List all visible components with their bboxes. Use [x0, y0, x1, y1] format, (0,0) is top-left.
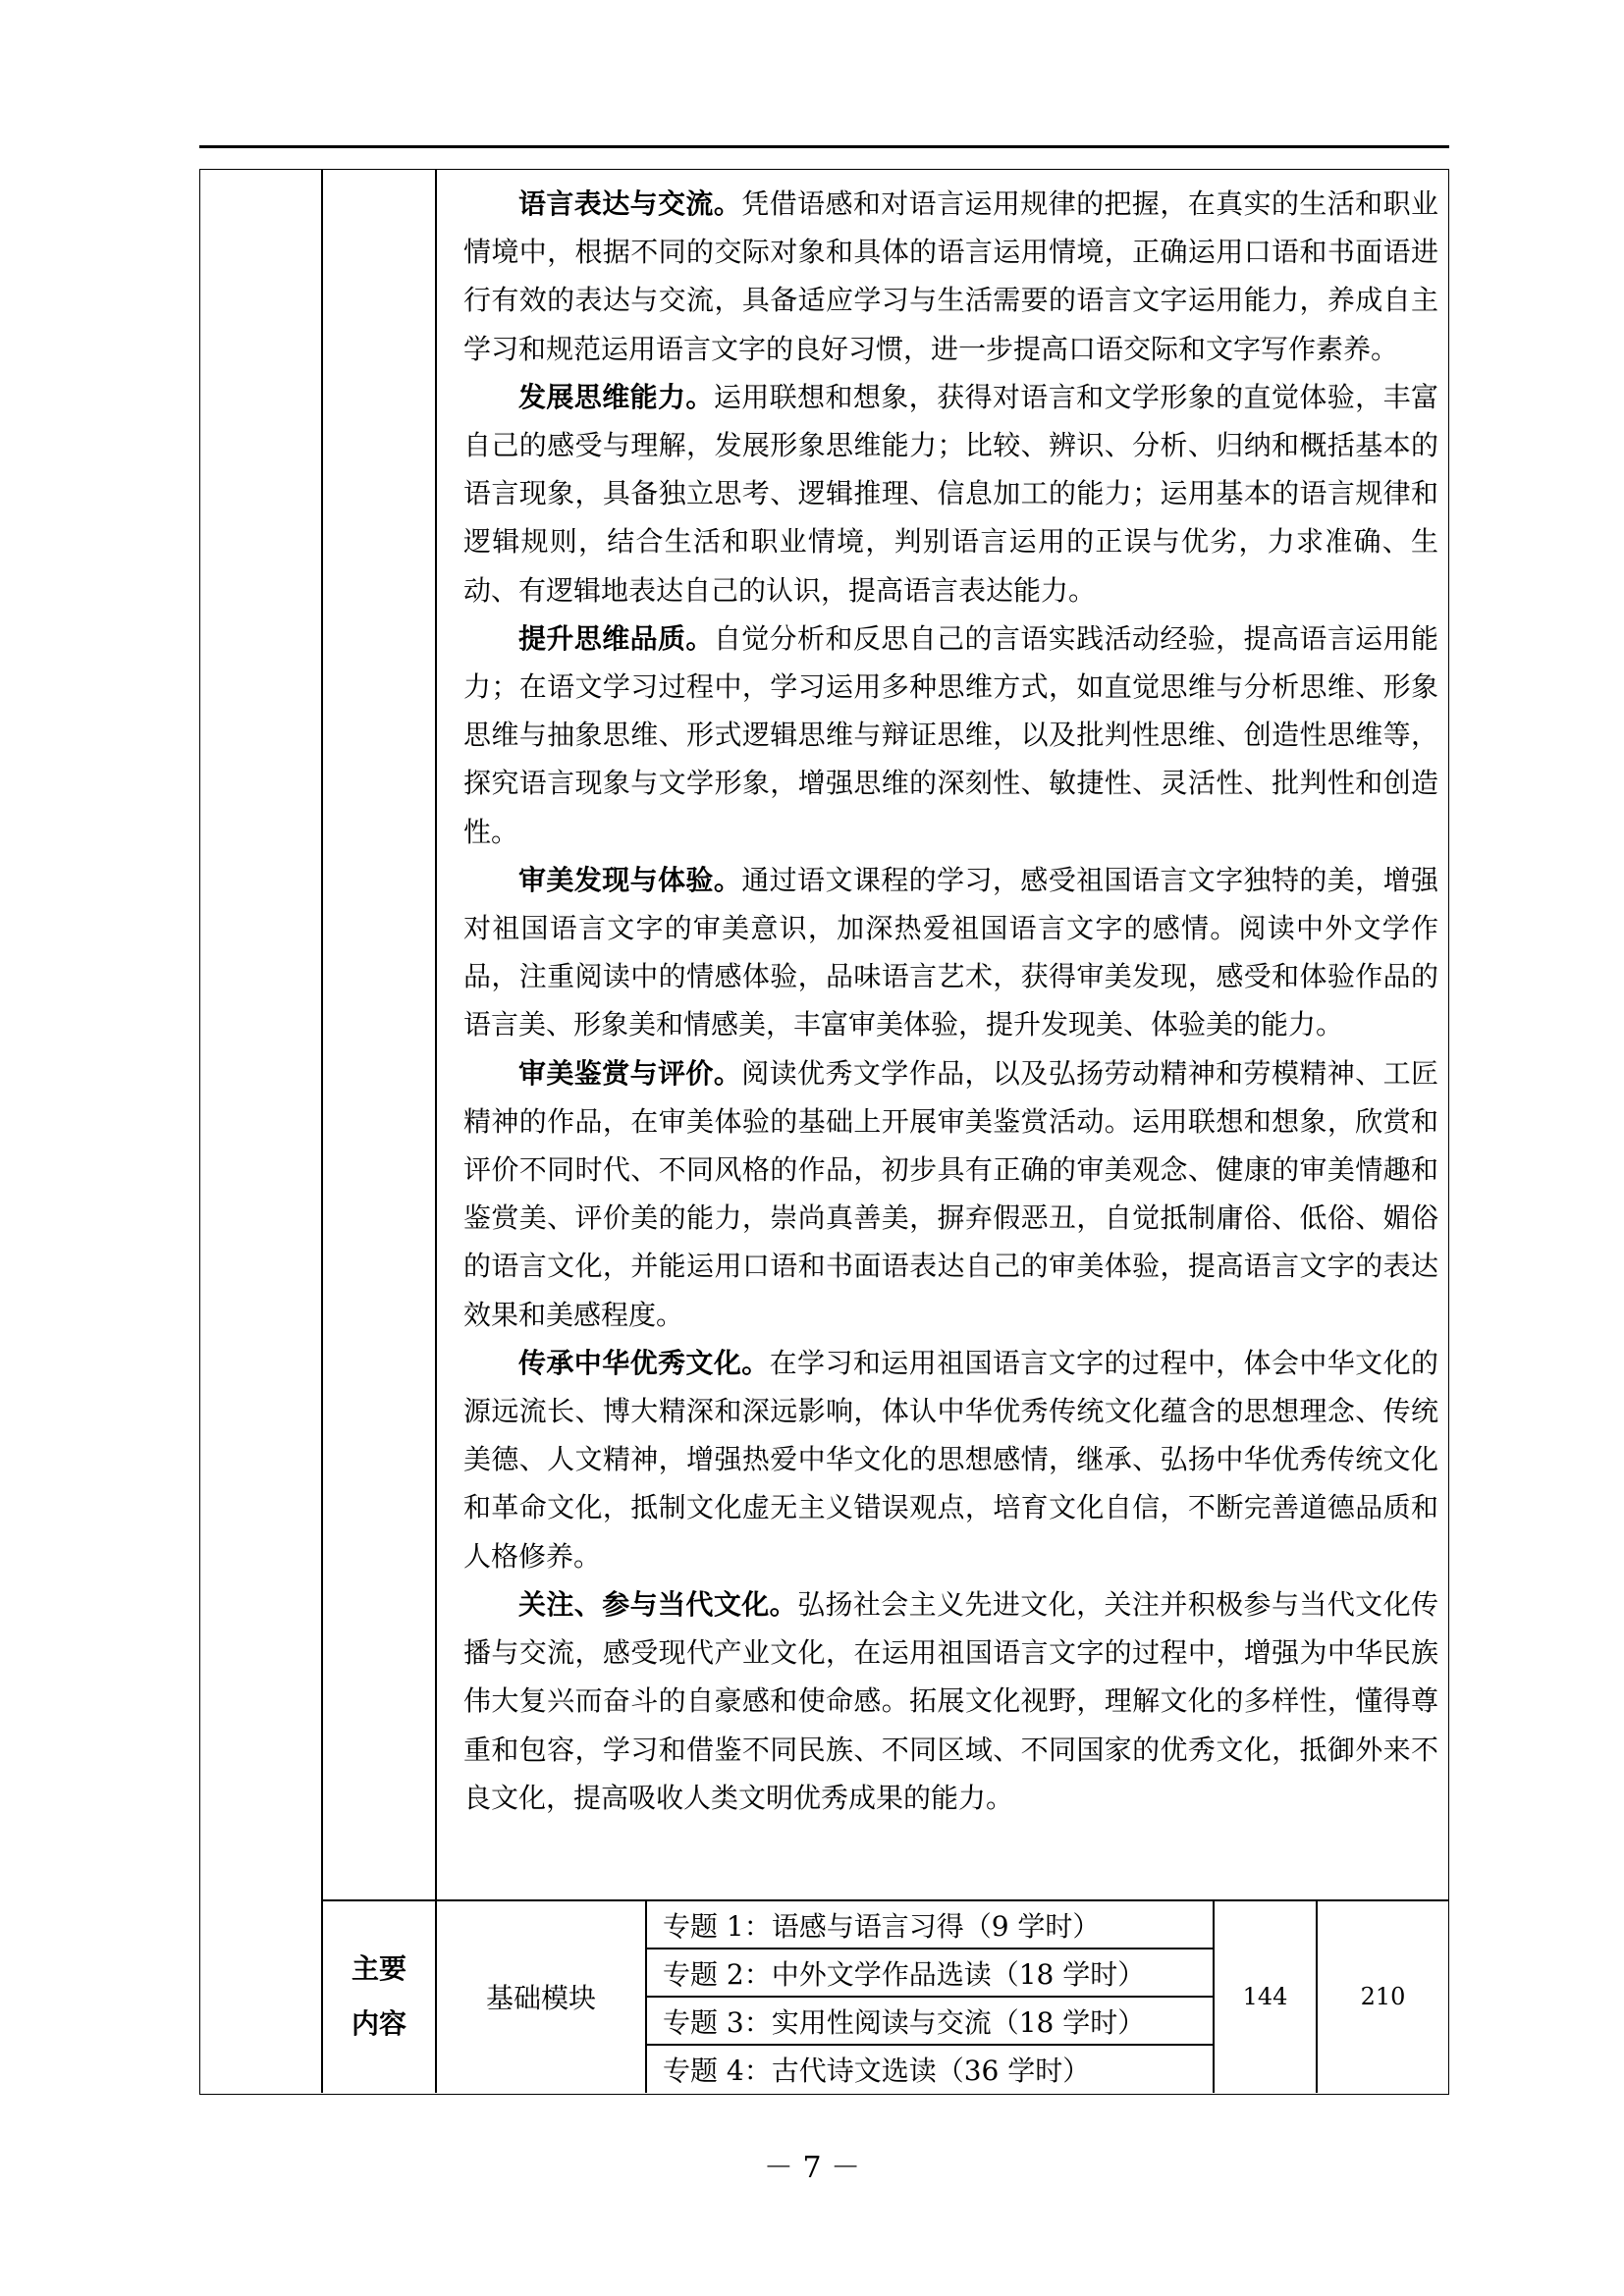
topic-3: 专题 3：实用性阅读与交流（18 学时） — [663, 2005, 1146, 2039]
paragraph-language-expression: 语言表达与交流。凭借语感和对语言运用规律的把握，在真实的生活和职业情境中，根据不同的交际对象和具体的语言运用情境，正确运用口语和书面语进行有效的表达与交流，具备适应学习与生活需要的语言文字运用能力，养成自主学习和规范运用语言文字的良好习惯，进一步提高口语交际和文字写作素养。 — [463, 187, 1438, 365]
curriculum-table — [199, 169, 1449, 2095]
page-number: － 7 － — [763, 2151, 861, 2185]
paragraph-thinking-ability: 发展思维能力。运用联想和想象，获得对语言和文学形象的直觉体验，丰富自己的感受与理解，发展形象思维能力；比较、辨识、分析、归纳和概括基本的语言现象，具备独立思考、逻辑推理、信息加工的能力；运用基本的语言规律和逻辑规则，结合生活和职业情境，判别语言运用的正误与优劣，力求准确、生动、有逻辑地表达自己的认识，提高语言表达能力。 — [463, 380, 1438, 607]
col-divider-1 — [321, 170, 323, 2093]
header-rule — [199, 145, 1449, 148]
core-literacy-text — [452, 170, 1448, 1822]
paragraph-cultural-heritage: 传承中华优秀文化。在学习和运用祖国语言文字的过程中，体会中华文化的源远流长、博大精深和深远影响，体认中华优秀传统文化蕴含的思想理念、传统美德、人文精神，增强热爱中华文化的思想感情，继承、弘扬中华优秀传统文化和革命文化，抵制文化虚无主义错误观点，培育文化自信，不断完善道德品质和人格修养。 — [463, 1346, 1438, 1573]
paragraph-thinking-quality: 提升思维品质。自觉分析和反思自己的言语实践活动经验，提高语言运用能力；在语文学习过程中，学习运用多种思维方式，如直觉思维与分析思维、形象思维与抽象思维、形式逻辑思维与辩证思维，以及批判性思维、创造性思维等，探究语言现象与文学形象，增强思维的深刻性、敏捷性、灵活性、批判性和创造性。 — [463, 621, 1438, 848]
topic-1: 专题 1：语感与语言习得（9 学时） — [663, 1909, 1101, 1943]
paragraph-aesthetic-discovery: 审美发现与体验。通过语文课程的学习，感受祖国语言文字独特的美，增强对祖国语言文字的审美意识，加深热爱祖国语言文字的感情。阅读中外文学作品，注重阅读中的情感体验，品味语言艺术，获得审美发现，感受和体验作品的语言美、形象美和情感美，丰富审美体验，提升发现美、体验美的能力。 — [463, 863, 1438, 1041]
col-divider-2 — [435, 170, 437, 2093]
topic-2: 专题 2：中外文学作品选读（18 学时） — [663, 1957, 1146, 1991]
module-name: 基础模块 — [485, 1982, 596, 2014]
main-content-label: 主要 内容 — [351, 1952, 406, 2040]
topic-4: 专题 4：古代诗文选读（36 学时） — [663, 2054, 1091, 2087]
hours-cell-a: 144 — [1242, 1983, 1288, 2010]
hours-cell-b: 210 — [1360, 1983, 1406, 2010]
paragraph-aesthetic-appreciation: 审美鉴赏与评价。阅读优秀文学作品，以及弘扬劳动精神和劳模精神、工匠精神的作品，在审美体验的基础上开展审美鉴赏活动。运用联想和想象，欣赏和评价不同时代、不同风格的作品，初步具有正确的审美观念、健康的审美情趣和鉴赏美、评价美的能力，崇尚真善美，摒弃假恶丑，自觉抵制庸俗、低俗、媚俗的语言文化，并能运用口语和书面语表达自己的审美体验，提高语言文字的表达效果和美感程度。 — [463, 1056, 1438, 1331]
paragraph-contemporary-culture: 关注、参与当代文化。弘扬社会主义先进文化，关注并积极参与当代文化传播与交流，感受现代产业文化，在运用祖国语言文字的过程中，增强为中华民族伟大复兴而奋斗的自豪感和使命感。拓展文化视野，理解文化的多样性，懂得尊重和包容，学习和借鉴不同民族、不同区域、不同国家的优秀文化，抵御外来不良文化，提高吸收人类文明优秀成果的能力。 — [463, 1587, 1438, 1814]
